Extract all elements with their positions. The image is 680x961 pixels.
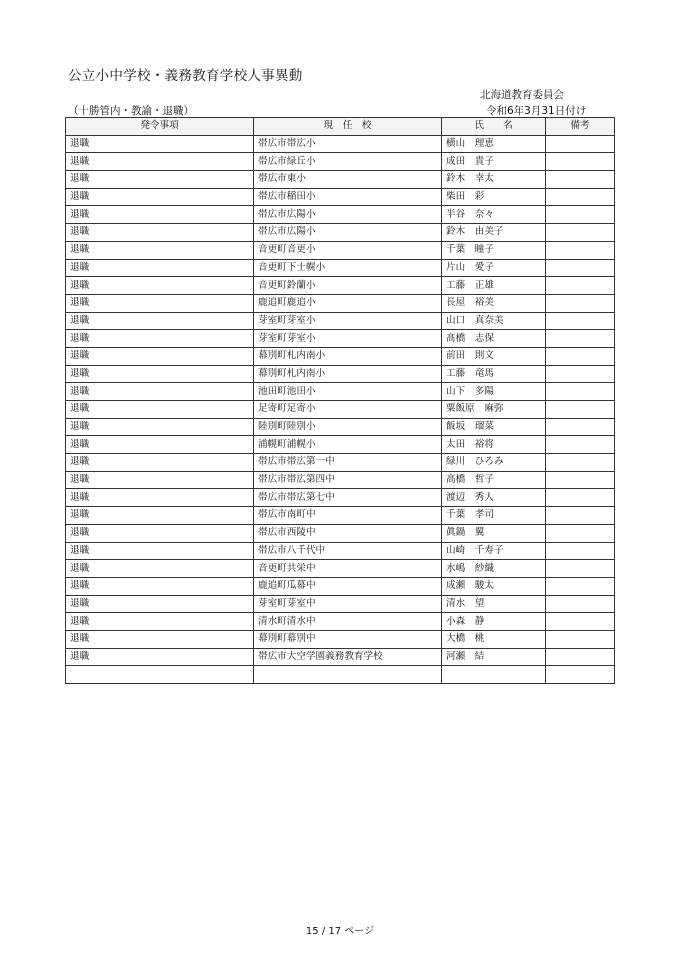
- cell-school: 帯広市西陵中: [254, 524, 442, 542]
- cell-remarks: [546, 224, 615, 242]
- cell-order: 退職: [66, 401, 254, 419]
- cell-remarks: [546, 153, 615, 171]
- cell-order: 退職: [66, 507, 254, 525]
- cell-order: 退職: [66, 294, 254, 312]
- cell-remarks: [546, 347, 615, 365]
- cell-order: 退職: [66, 436, 254, 454]
- cell-remarks: [546, 135, 615, 153]
- table-row: [66, 312, 615, 330]
- cell-remarks: [546, 577, 615, 595]
- cell-name: 清水 望: [442, 595, 546, 613]
- table-row: [66, 224, 615, 242]
- cell-school: 音更町共栄中: [254, 560, 442, 578]
- cell-order: 退職: [66, 560, 254, 578]
- cell-name: 髙橋 志保: [442, 330, 546, 348]
- cell-name: 前田 則文: [442, 347, 546, 365]
- cell-order: 退職: [66, 418, 254, 436]
- cell-remarks: [546, 401, 615, 419]
- cell-remarks: [546, 171, 615, 189]
- cell-order: 退職: [66, 489, 254, 507]
- cell-name: 小森 静: [442, 613, 546, 631]
- cell-remarks: [546, 595, 615, 613]
- cell-school: 清水町清水中: [254, 613, 442, 631]
- cell-name: 緑川 ひろみ: [442, 454, 546, 472]
- cell-order: 退職: [66, 365, 254, 383]
- cell-remarks: [546, 436, 615, 454]
- table-row: [66, 507, 615, 525]
- cell-remarks: [546, 507, 615, 525]
- column-header-name: 氏 名: [442, 118, 546, 136]
- cell-name: [442, 666, 546, 684]
- cell-remarks: [546, 666, 615, 684]
- personnel-table: [65, 117, 615, 684]
- page-title: 公立小中学校・義務教育学校人事異動: [68, 68, 303, 84]
- table-row: [66, 560, 615, 578]
- cell-remarks: [546, 560, 615, 578]
- cell-name: 工藤 竜馬: [442, 365, 546, 383]
- cell-school: 帯広市八千代中: [254, 542, 442, 560]
- cell-remarks: [546, 294, 615, 312]
- cell-remarks: [546, 259, 615, 277]
- cell-name: 千葉 瞳子: [442, 241, 546, 259]
- cell-order: 退職: [66, 153, 254, 171]
- cell-remarks: [546, 277, 615, 295]
- cell-order: 退職: [66, 312, 254, 330]
- table-row: [66, 241, 615, 259]
- cell-name: 水嶋 紗織: [442, 560, 546, 578]
- cell-name: 山口 真奈美: [442, 312, 546, 330]
- cell-order: 退職: [66, 277, 254, 295]
- cell-order: 退職: [66, 259, 254, 277]
- table-row: [66, 630, 615, 648]
- table-row: [66, 595, 615, 613]
- cell-school: 音更町音更小: [254, 241, 442, 259]
- cell-order: 退職: [66, 454, 254, 472]
- table-row: [66, 577, 615, 595]
- table-row: [66, 401, 615, 419]
- cell-order: 退職: [66, 171, 254, 189]
- cell-order: 退職: [66, 330, 254, 348]
- table-row: [66, 436, 615, 454]
- cell-school: 鹿追町鹿追小: [254, 294, 442, 312]
- cell-order: 退職: [66, 383, 254, 401]
- table-row: [66, 277, 615, 295]
- table-row: [66, 471, 615, 489]
- table-row: [66, 454, 615, 472]
- table-row: [66, 524, 615, 542]
- cell-name: 粟飯原 麻弥: [442, 401, 546, 419]
- cell-remarks: [546, 648, 615, 666]
- cell-school: 鹿追町瓜幕中: [254, 577, 442, 595]
- cell-order: 退職: [66, 206, 254, 224]
- cell-school: 帯広市大空学園義務教育学校: [254, 648, 442, 666]
- table-row: [66, 135, 615, 153]
- cell-remarks: [546, 524, 615, 542]
- cell-remarks: [546, 312, 615, 330]
- cell-order: 退職: [66, 613, 254, 631]
- cell-name: 成田 貴子: [442, 153, 546, 171]
- cell-name: 鈴木 由美子: [442, 224, 546, 242]
- cell-remarks: [546, 630, 615, 648]
- cell-name: 高橋 哲子: [442, 471, 546, 489]
- column-header-remarks: 備考: [546, 118, 615, 136]
- cell-name: 河瀬 結: [442, 648, 546, 666]
- table-row: [66, 365, 615, 383]
- cell-remarks: [546, 489, 615, 507]
- cell-name: 渡辺 秀人: [442, 489, 546, 507]
- cell-name: 飯坂 瑠菜: [442, 418, 546, 436]
- cell-school: 帯広市緑丘小: [254, 153, 442, 171]
- cell-order: 退職: [66, 542, 254, 560]
- cell-remarks: [546, 383, 615, 401]
- table-row: [66, 206, 615, 224]
- column-header-school: 現 任 校: [254, 118, 442, 136]
- issuer-name: 北海道教育委員会: [480, 89, 564, 101]
- cell-order: 退職: [66, 241, 254, 259]
- cell-name: 長屋 裕美: [442, 294, 546, 312]
- cell-school: 音更町下士幌小: [254, 259, 442, 277]
- cell-school: 幕別町札内南小: [254, 365, 442, 383]
- table-row: [66, 153, 615, 171]
- cell-remarks: [546, 188, 615, 206]
- cell-school: 芽室町芽室小: [254, 330, 442, 348]
- cell-school: 帯広市広陽小: [254, 206, 442, 224]
- cell-order: 退職: [66, 524, 254, 542]
- table-row: [66, 613, 615, 631]
- cell-school: 芽室町芽室中: [254, 595, 442, 613]
- cell-school: 浦幌町浦幌小: [254, 436, 442, 454]
- cell-school: 陸別町陸別小: [254, 418, 442, 436]
- cell-order: 退職: [66, 224, 254, 242]
- cell-order: 退職: [66, 347, 254, 365]
- cell-remarks: [546, 418, 615, 436]
- cell-name: 柴田 彩: [442, 188, 546, 206]
- cell-order: 退職: [66, 188, 254, 206]
- table-row: [66, 489, 615, 507]
- cell-order: 退職: [66, 648, 254, 666]
- table-row: [66, 330, 615, 348]
- cell-remarks: [546, 365, 615, 383]
- page-number: 15 / 17 ページ: [305, 926, 375, 937]
- cell-remarks: [546, 206, 615, 224]
- cell-remarks: [546, 471, 615, 489]
- column-header-order: 発令事項: [66, 118, 254, 136]
- cell-school: [254, 666, 442, 684]
- table-row: [66, 542, 615, 560]
- cell-name: 山下 多陽: [442, 383, 546, 401]
- cell-name: 眞鍋 翼: [442, 524, 546, 542]
- cell-name: 千葉 孝司: [442, 507, 546, 525]
- cell-order: 退職: [66, 135, 254, 153]
- cell-order: 退職: [66, 471, 254, 489]
- table-body: [66, 135, 615, 683]
- cell-name: 太田 裕将: [442, 436, 546, 454]
- cell-school: 幕別町札内南小: [254, 347, 442, 365]
- table-row: [66, 188, 615, 206]
- cell-school: 帯広市帯広第七中: [254, 489, 442, 507]
- cell-name: 山崎 千寿子: [442, 542, 546, 560]
- cell-name: 横山 理恵: [442, 135, 546, 153]
- table-row: [66, 418, 615, 436]
- cell-order: 退職: [66, 595, 254, 613]
- cell-name: 成瀬 駿太: [442, 577, 546, 595]
- effective-date: 令和6年3月31日付け: [486, 105, 587, 117]
- table-row: [66, 666, 615, 684]
- cell-school: 帯広市稲田小: [254, 188, 442, 206]
- cell-school: 帯広市南町中: [254, 507, 442, 525]
- cell-name: 片山 愛子: [442, 259, 546, 277]
- cell-remarks: [546, 454, 615, 472]
- cell-school: 帯広市帯広第四中: [254, 471, 442, 489]
- cell-order: 退職: [66, 577, 254, 595]
- cell-school: 芽室町芽室小: [254, 312, 442, 330]
- cell-school: 帯広市東小: [254, 171, 442, 189]
- cell-name: 工藤 正雄: [442, 277, 546, 295]
- cell-remarks: [546, 542, 615, 560]
- cell-school: 帯広市帯広小: [254, 135, 442, 153]
- cell-school: 幕別町幕別中: [254, 630, 442, 648]
- table-header-row: [66, 118, 615, 136]
- cell-school: 足寄町足寄小: [254, 401, 442, 419]
- table-row: [66, 648, 615, 666]
- cell-school: 池田町池田小: [254, 383, 442, 401]
- table-row: [66, 347, 615, 365]
- cell-order: 退職: [66, 630, 254, 648]
- cell-name: 大橋 桃: [442, 630, 546, 648]
- cell-school: 帯広市帯広第一中: [254, 454, 442, 472]
- table-row: [66, 294, 615, 312]
- cell-school: 音更町鈴蘭小: [254, 277, 442, 295]
- cell-name: 半谷 奈々: [442, 206, 546, 224]
- area-label: （十勝管内・教諭・退職）: [68, 105, 194, 117]
- cell-remarks: [546, 241, 615, 259]
- cell-remarks: [546, 330, 615, 348]
- table-row: [66, 171, 615, 189]
- cell-order: [66, 666, 254, 684]
- table-row: [66, 383, 615, 401]
- cell-remarks: [546, 613, 615, 631]
- table-row: [66, 259, 615, 277]
- cell-name: 鈴木 幸太: [442, 171, 546, 189]
- cell-school: 帯広市広陽小: [254, 224, 442, 242]
